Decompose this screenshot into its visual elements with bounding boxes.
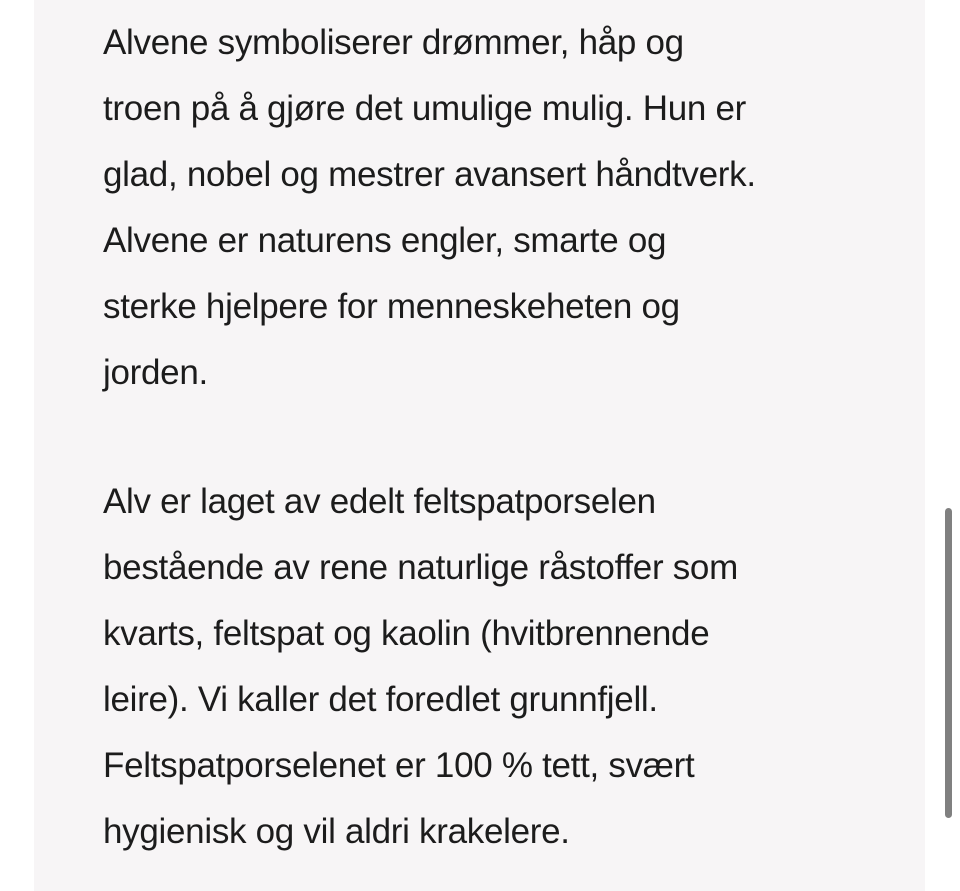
text-line: sterke hjelpere for menneskeheten og xyxy=(103,287,680,326)
text-line: Alvene symboliserer drømmer, håp og xyxy=(103,23,684,62)
text-line: kvarts, feltspat og kaolin (hvitbrennende xyxy=(103,614,710,653)
text-line: hygienisk og vil aldri krakelere. xyxy=(103,812,570,851)
text-line: glad, nobel og mestrer avansert håndtverk. xyxy=(103,155,756,194)
description-paragraph-2 xyxy=(103,469,893,865)
text-line: troen på å gjøre det umulige mulig. Hun er xyxy=(103,89,747,128)
text-line: Alvene er naturens engler, smarte og xyxy=(103,221,667,260)
scrollbar-thumb[interactable] xyxy=(945,508,952,818)
text-line: leire). Vi kaller det foredlet grunnfjell. xyxy=(103,680,658,719)
text-line: Alv er laget av edelt feltspatporselen xyxy=(103,482,656,521)
text-line: jorden. xyxy=(103,353,208,392)
description-paragraph-1 xyxy=(103,10,893,406)
text-line: bestående av rene naturlige råstoffer som xyxy=(103,548,738,587)
text-line: Feltspatporselenet er 100 % tett, svært xyxy=(103,746,695,785)
